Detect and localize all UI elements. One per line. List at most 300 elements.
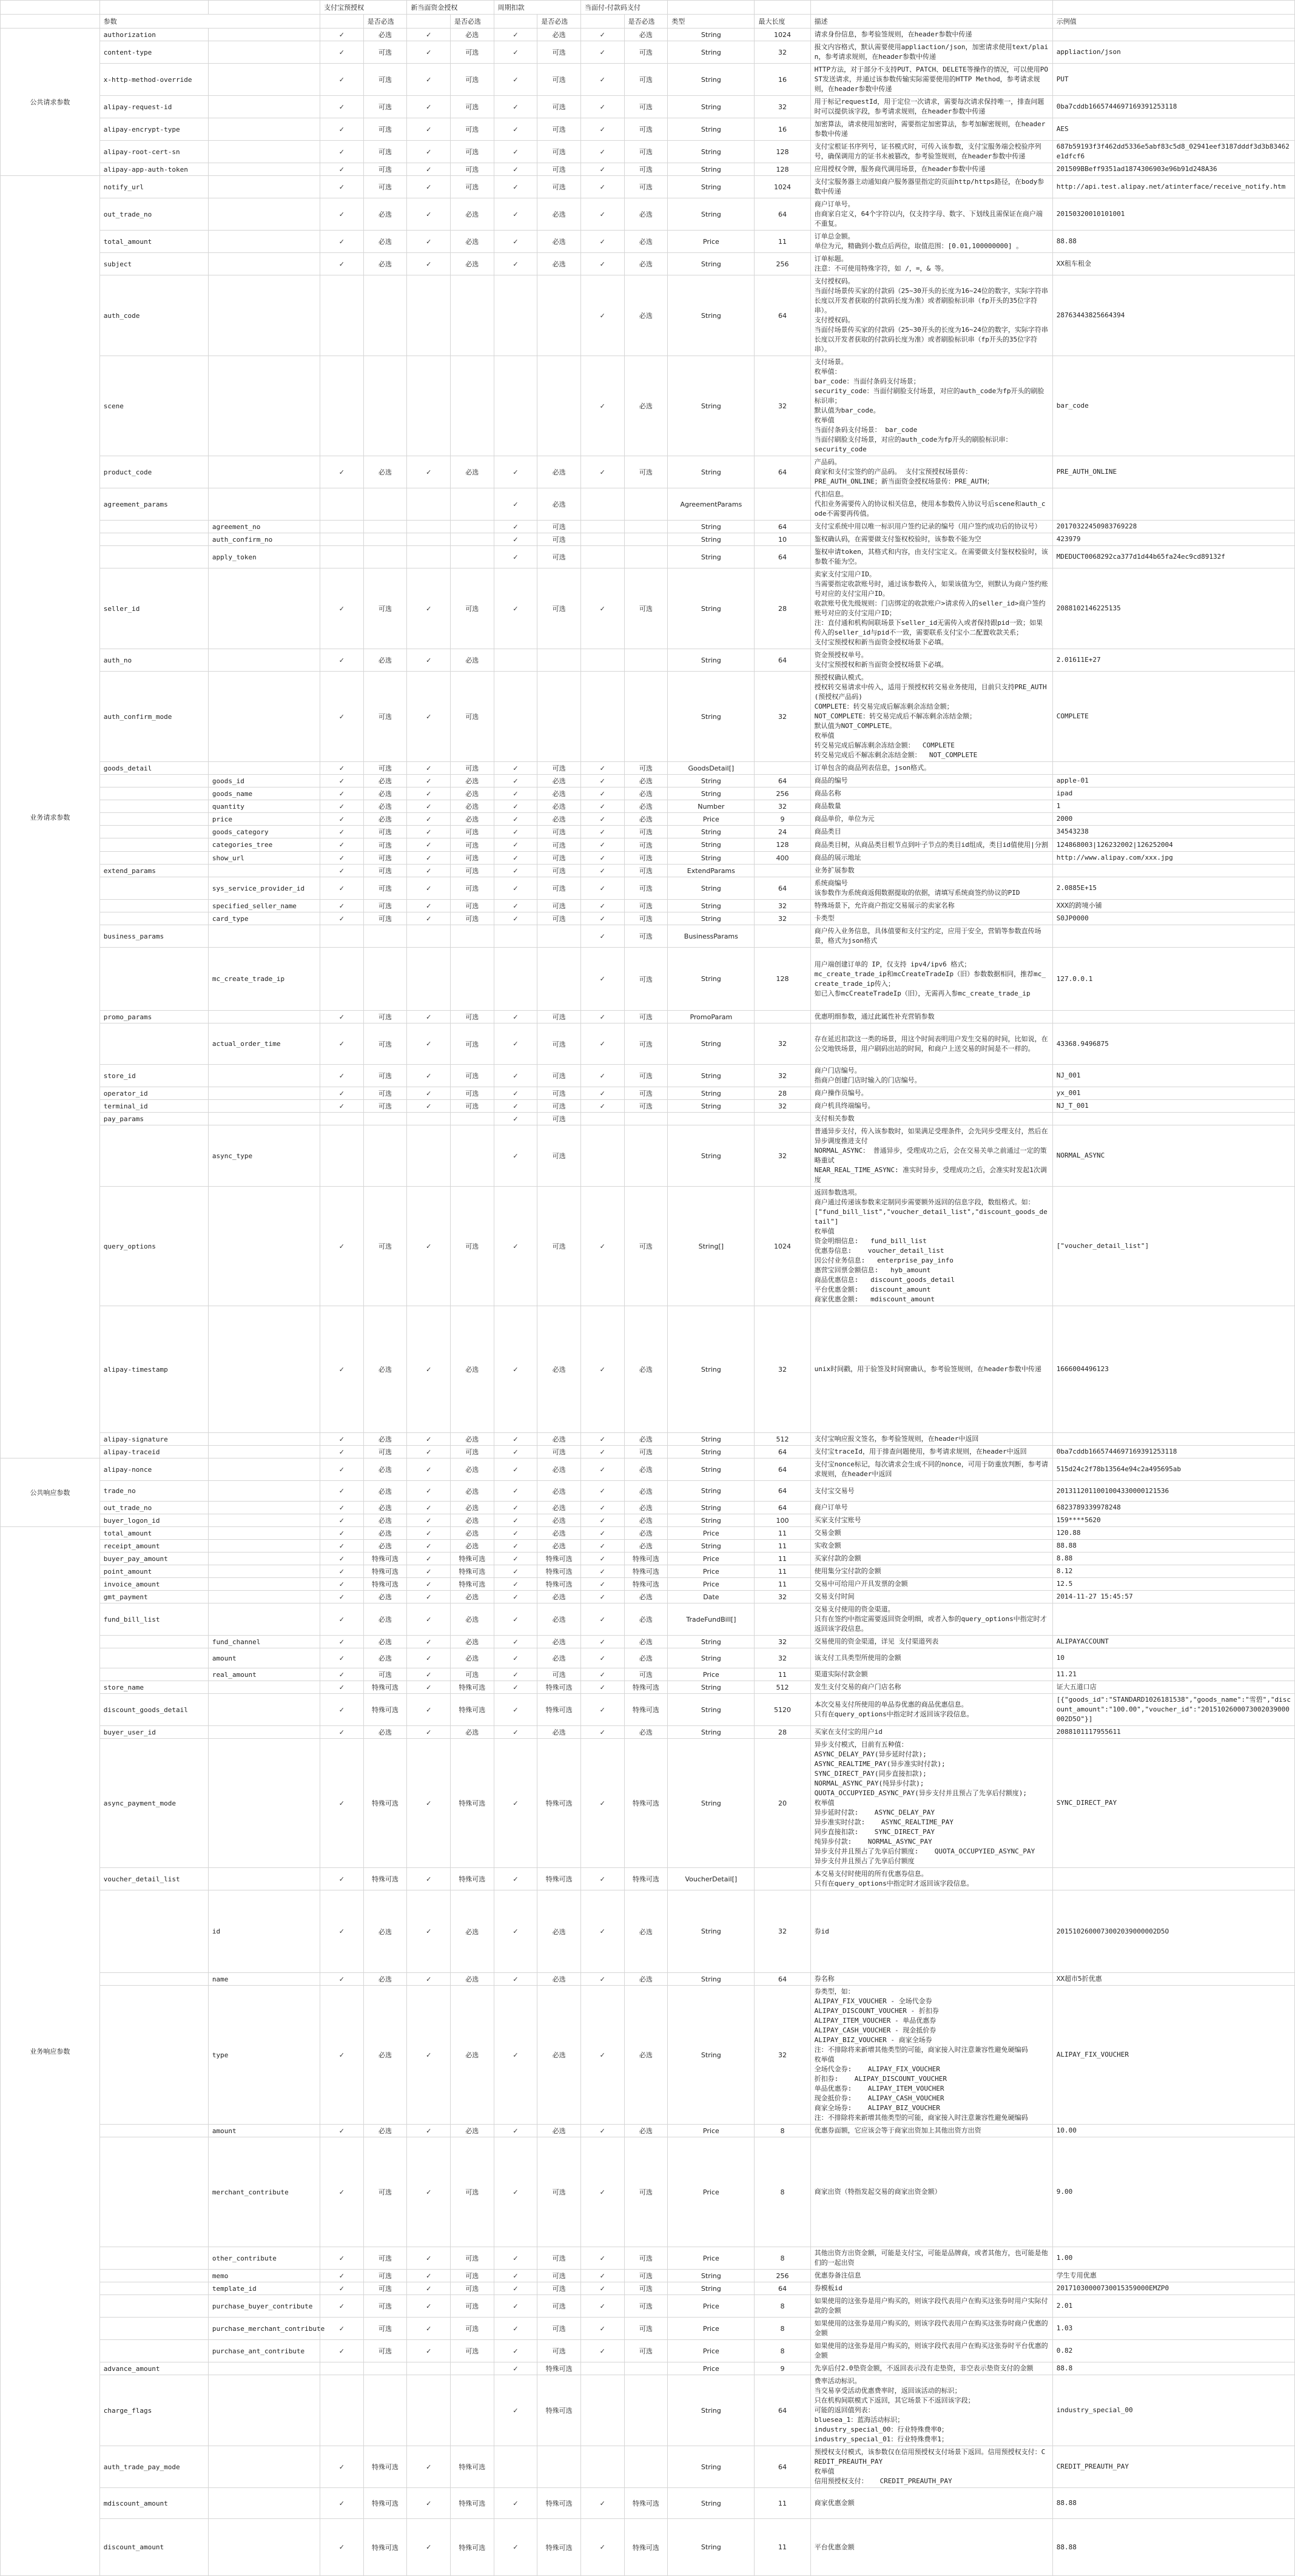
required-flag: [624, 672, 668, 762]
required-flag: 可选: [624, 762, 668, 775]
required-flag: 可选: [451, 1100, 494, 1113]
required-flag: [363, 488, 407, 521]
table-row: [1, 1125, 1295, 1187]
check-mark: ✓: [580, 1481, 624, 1502]
check-mark: [580, 2362, 624, 2375]
check-mark: [320, 533, 364, 546]
sub-param-name: [208, 488, 320, 521]
sub-param-name: [208, 1739, 320, 1868]
check-mark: ✓: [494, 568, 537, 649]
type-cell: Date: [668, 1591, 755, 1603]
example-cell: 10: [1052, 1648, 1294, 1668]
type-cell: String: [668, 2519, 755, 2576]
required-flag: 可选: [624, 64, 668, 96]
description-cell: 买家在支付宝的用户id: [810, 1726, 1052, 1739]
example-cell: 20150320010101001: [1052, 198, 1294, 231]
param-name: advance_amount: [99, 2362, 208, 2375]
required-flag: 特殊可选: [537, 1739, 581, 1868]
example-cell: [1052, 1868, 1294, 1890]
required-flag: 必选: [537, 1986, 581, 2125]
type-cell: [668, 1113, 755, 1125]
description-cell: 业务扩展参数: [810, 865, 1052, 877]
check-mark: ✓: [320, 1973, 364, 1986]
check-mark: [580, 2446, 624, 2488]
required-flag: 必选: [624, 813, 668, 826]
sub-param-name: [208, 1527, 320, 1540]
table-row: [1, 877, 1295, 900]
required-flag: 可选: [363, 672, 407, 762]
description-cell: 商户传入业务信息，具体值要和支付宝约定，应用于安全，营销等参数直传场景，格式为json格式: [810, 925, 1052, 948]
check-mark: ✓: [580, 948, 624, 1011]
check-mark: [580, 533, 624, 546]
required-flag: 特殊可选: [363, 1868, 407, 1890]
description-cell: 商品的展示地址: [810, 852, 1052, 865]
group-label: 公共请求参数: [1, 29, 100, 176]
table-row: [1, 925, 1295, 948]
required-flag: 可选: [451, 877, 494, 900]
sub-param-name: [208, 925, 320, 948]
description-cell: 本次交易支付所使用的单品券优惠的商品优惠信息。 只有在query_options中指定时才返回该字段信息。: [810, 1694, 1052, 1726]
sub-param-name: [208, 1187, 320, 1306]
check-mark: ✓: [494, 456, 537, 488]
check-mark: ✓: [407, 1540, 451, 1553]
required-flag: 可选: [624, 1011, 668, 1023]
check-mark: ✓: [407, 1514, 451, 1527]
table-row: [1, 1433, 1295, 1446]
type-cell: PromoParam: [668, 1011, 755, 1023]
required-flag: 可选: [624, 2137, 668, 2247]
table-row: [1, 1187, 1295, 1306]
table-row: [1, 41, 1295, 64]
table-row: [1, 231, 1295, 253]
check-mark: ✓: [494, 2375, 537, 2446]
param-name: alipay-timestamp: [99, 1306, 208, 1433]
check-mark: ✓: [494, 1113, 537, 1125]
param-name: [99, 1648, 208, 1668]
table-row: [1, 1565, 1295, 1578]
param-name: subject: [99, 253, 208, 275]
maxlen-cell: 10: [755, 533, 810, 546]
check-mark: ✓: [580, 1433, 624, 1446]
param-name: alipay-encrypt-type: [99, 118, 208, 141]
description-cell: 鉴权申请token，其格式和内容，由支付宝定义。在需要做支付鉴权校验时，该参数不能为空。: [810, 546, 1052, 568]
check-mark: ✓: [320, 2270, 364, 2282]
param-name: [99, 800, 208, 813]
required-flag: 必选: [451, 787, 494, 800]
table-row: [1, 2282, 1295, 2295]
description-cell: 先享后付2.0垫资金额，不返回表示没有走垫资，非空表示垫资支付的金额: [810, 2362, 1052, 2375]
check-mark: ✓: [494, 29, 537, 41]
maxlen-cell: 32: [755, 1636, 810, 1648]
example-cell: apple-01: [1052, 775, 1294, 787]
example-cell: PUT: [1052, 64, 1294, 96]
description-cell: 订单包含的商品列表信息，json格式。: [810, 762, 1052, 775]
required-flag: [363, 1113, 407, 1125]
required-flag: 必选: [451, 1603, 494, 1636]
example-cell: 0.82: [1052, 2340, 1294, 2362]
required-flag: 特殊可选: [537, 2519, 581, 2576]
param-name: alipay-root-cert-sn: [99, 141, 208, 163]
table-row: [1, 141, 1295, 163]
description-cell: 订单标题。 注意：不可使用特殊字符，如 /，=，& 等。: [810, 253, 1052, 275]
table-row: [1, 1868, 1295, 1890]
required-flag: [451, 948, 494, 1011]
check-mark: ✓: [580, 865, 624, 877]
description-cell: 商户订单号。 由商家自定义，64个字符以内，仅支持字母、数字、下划线且需保证在商户端不重复。: [810, 198, 1052, 231]
header-cell: [1, 15, 100, 29]
check-mark: ✓: [407, 1591, 451, 1603]
table-row: [1, 2519, 1295, 2576]
required-flag: 必选: [363, 1726, 407, 1739]
check-mark: ✓: [580, 163, 624, 176]
required-flag: 可选: [451, 1446, 494, 1458]
maxlen-cell: 32: [755, 900, 810, 912]
type-cell: Price: [668, 2137, 755, 2247]
check-mark: ✓: [407, 1481, 451, 1502]
sub-param-name: [208, 41, 320, 64]
sub-param-name: price: [208, 813, 320, 826]
check-mark: ✓: [494, 1433, 537, 1446]
required-flag: 必选: [451, 1481, 494, 1502]
required-flag: 可选: [624, 41, 668, 64]
required-flag: 可选: [537, 1100, 581, 1113]
table-row: [1, 1603, 1295, 1636]
header-face-fund-auth: 新当面资金授权: [407, 1, 494, 15]
check-mark: ✓: [320, 41, 364, 64]
check-mark: ✓: [494, 1540, 537, 1553]
required-flag: 可选: [363, 762, 407, 775]
required-flag: 必选: [537, 1540, 581, 1553]
table-row: [1, 852, 1295, 865]
required-flag: 可选: [537, 2295, 581, 2318]
example-cell: NORMAL_ASYNC: [1052, 1125, 1294, 1187]
maxlen-cell: 64: [755, 2282, 810, 2295]
description-cell: 商家出资（特指发起交易的商家出资金额）: [810, 2137, 1052, 2247]
required-flag: 可选: [537, 1113, 581, 1125]
check-mark: ✓: [407, 141, 451, 163]
example-cell: 12.5: [1052, 1578, 1294, 1591]
description-cell: 券名称: [810, 1973, 1052, 1986]
sub-param-name: agreement_no: [208, 521, 320, 533]
header-required-c: 是否必选: [537, 15, 581, 29]
required-flag: 必选: [451, 198, 494, 231]
check-mark: ✓: [407, 1986, 451, 2125]
table-row: [1, 800, 1295, 813]
required-flag: 特殊可选: [624, 1739, 668, 1868]
required-flag: 必选: [537, 231, 581, 253]
description-cell: 存在延迟扣款这一类的场景，用这个时间表明用户发生交易的时间，比如说，在公交地铁场景，用户刷码出站的时间，和商户上送交易的时间是不一样的。: [810, 1023, 1052, 1065]
type-cell: GoodsDetail[]: [668, 762, 755, 775]
required-flag: [537, 356, 581, 456]
required-flag: 特殊可选: [363, 2519, 407, 2576]
param-name: product_code: [99, 456, 208, 488]
example-cell: 88.88: [1052, 2519, 1294, 2576]
header-cell: [494, 15, 537, 29]
description-cell: 支付授权码。 当面付场景传买家的付款码（25~30开头的长度为16~24位的数字，实际字符串长度以开发者获取的付款码长度为准）或者刷脸标识串（fp开头的35位字符串）。 支付授权码。 当面付场景传买家的付款码（25~30开头的长度为16~24位的数字，实际字符串长度以开发者获取的付款码长度为准）或者刷脸标识串（fp开头的35位字符串）。: [810, 275, 1052, 356]
required-flag: [537, 672, 581, 762]
sub-param-name: type: [208, 1986, 320, 2125]
table-row: [1, 1023, 1295, 1065]
check-mark: ✓: [320, 2519, 364, 2576]
maxlen-cell: 128: [755, 838, 810, 852]
check-mark: ✓: [494, 1603, 537, 1636]
check-mark: ✓: [494, 1668, 537, 1681]
maxlen-cell: [755, 762, 810, 775]
required-flag: 可选: [363, 2270, 407, 2282]
required-flag: 必选: [624, 800, 668, 813]
type-cell: String: [668, 118, 755, 141]
check-mark: ✓: [580, 1986, 624, 2125]
required-flag: 可选: [363, 64, 407, 96]
type-cell: String: [668, 2270, 755, 2282]
table-row: [1, 546, 1295, 568]
sub-param-name: name: [208, 1973, 320, 1986]
description-cell: 其他出资方出资金额，可能是支付宝，可能是品牌商，或者其他方，也可能是他们的一起出资: [810, 2247, 1052, 2270]
description-cell: 商品的编号: [810, 775, 1052, 787]
sub-param-name: sys_service_provider_id: [208, 877, 320, 900]
required-flag: 可选: [537, 568, 581, 649]
check-mark: ✓: [320, 1986, 364, 2125]
check-mark: ✓: [320, 1306, 364, 1433]
table-row: [1, 488, 1295, 521]
description-cell: 商品类目树，从商品类目根节点到叶子节点的类目id组成，类目id值使用|分割: [810, 838, 1052, 852]
maxlen-cell: 32: [755, 1890, 810, 1973]
maxlen-cell: 256: [755, 787, 810, 800]
check-mark: ✓: [407, 2282, 451, 2295]
maxlen-cell: 11: [755, 2488, 810, 2519]
description-cell: unix时间戳，用于验签及时间窗确认，参考验签规则，在header参数中传递: [810, 1306, 1052, 1433]
check-mark: ✓: [320, 1433, 364, 1446]
type-cell: String: [668, 163, 755, 176]
header-row-top: [1, 1, 1295, 15]
required-flag: 可选: [537, 1087, 581, 1100]
check-mark: ✓: [320, 877, 364, 900]
param-name: [99, 838, 208, 852]
type-cell: String: [668, 521, 755, 533]
sub-param-name: categories_tree: [208, 838, 320, 852]
param-name: terminal_id: [99, 1100, 208, 1113]
check-mark: ✓: [580, 2270, 624, 2282]
check-mark: [580, 649, 624, 672]
required-flag: 可选: [451, 2295, 494, 2318]
description-cell: 券模板id: [810, 2282, 1052, 2295]
required-flag: 必选: [451, 1502, 494, 1514]
required-flag: 必选: [363, 813, 407, 826]
required-flag: 特殊可选: [624, 2488, 668, 2519]
required-flag: 特殊可选: [451, 1565, 494, 1578]
check-mark: ✓: [580, 1578, 624, 1591]
required-flag: 必选: [537, 787, 581, 800]
maxlen-cell: 8: [755, 2125, 810, 2137]
sub-param-name: card_type: [208, 912, 320, 925]
type-cell: Number: [668, 800, 755, 813]
maxlen-cell: 64: [755, 1458, 810, 1481]
sub-param-name: [208, 198, 320, 231]
required-flag: 可选: [363, 865, 407, 877]
required-flag: 可选: [363, 41, 407, 64]
header-row-sub: [1, 15, 1295, 29]
example-cell: 2.01: [1052, 2295, 1294, 2318]
example-cell: 423979: [1052, 533, 1294, 546]
header-alipay-preauth: 支付宝预授权: [320, 1, 407, 15]
check-mark: ✓: [580, 852, 624, 865]
check-mark: ✓: [580, 2125, 624, 2137]
param-name: out_trade_no: [99, 198, 208, 231]
check-mark: ✓: [580, 1065, 624, 1087]
required-flag: 必选: [363, 198, 407, 231]
param-name: alipay-nonce: [99, 1458, 208, 1481]
param-name: total_amount: [99, 231, 208, 253]
maxlen-cell: 1024: [755, 1187, 810, 1306]
check-mark: ✓: [320, 1578, 364, 1591]
example-cell: 10.00: [1052, 2125, 1294, 2137]
check-mark: ✓: [320, 29, 364, 41]
check-mark: [580, 1113, 624, 1125]
header-cell: [668, 1, 755, 15]
check-mark: ✓: [494, 2318, 537, 2340]
required-flag: 可选: [624, 163, 668, 176]
required-flag: 可选: [537, 1065, 581, 1087]
param-name: scene: [99, 356, 208, 456]
check-mark: ✓: [494, 2247, 537, 2270]
description-cell: 订单总金额。 单位为元，精确到小数点后两位，取值范围：[0.01,100000000] 。: [810, 231, 1052, 253]
param-name: async_payment_mode: [99, 1739, 208, 1868]
type-cell: Price: [668, 2125, 755, 2137]
check-mark: ✓: [494, 546, 537, 568]
maxlen-cell: 20: [755, 1739, 810, 1868]
header-required-b: 是否必选: [451, 15, 494, 29]
table-row: [1, 176, 1295, 198]
required-flag: 必选: [537, 813, 581, 826]
check-mark: [494, 925, 537, 948]
sub-param-name: [208, 2519, 320, 2576]
check-mark: ✓: [320, 253, 364, 275]
table-row: [1, 649, 1295, 672]
type-cell: String: [668, 1433, 755, 1446]
example-cell: COMPLETE: [1052, 672, 1294, 762]
check-mark: ✓: [320, 2446, 364, 2488]
maxlen-cell: 16: [755, 64, 810, 96]
type-cell: String: [668, 456, 755, 488]
param-name: alipay-app-auth-token: [99, 163, 208, 176]
required-flag: 可选: [624, 1668, 668, 1681]
check-mark: ✓: [494, 813, 537, 826]
type-cell: String: [668, 787, 755, 800]
check-mark: ✓: [494, 2282, 537, 2295]
type-cell: String: [668, 1726, 755, 1739]
example-cell: 证大五道口店: [1052, 1681, 1294, 1694]
sub-param-name: [208, 456, 320, 488]
required-flag: [451, 275, 494, 356]
header-cell: [810, 1, 1052, 15]
param-name: [99, 900, 208, 912]
check-mark: ✓: [407, 2340, 451, 2362]
param-name: [99, 1125, 208, 1187]
required-flag: 可选: [451, 1187, 494, 1306]
required-flag: 可选: [624, 456, 668, 488]
maxlen-cell: 32: [755, 800, 810, 813]
required-flag: 特殊可选: [624, 1565, 668, 1578]
table-row: [1, 2340, 1295, 2362]
param-name: [99, 546, 208, 568]
sub-param-name: [208, 1481, 320, 1502]
maxlen-cell: 8: [755, 2247, 810, 2270]
example-cell: 201509BBeff9351ad1874306903e96b91d248A36: [1052, 163, 1294, 176]
check-mark: ✓: [407, 568, 451, 649]
required-flag: 必选: [363, 456, 407, 488]
type-cell: String: [668, 1306, 755, 1433]
maxlen-cell: [755, 1011, 810, 1023]
example-cell: 20170322450983769228: [1052, 521, 1294, 533]
maxlen-cell: 16: [755, 118, 810, 141]
required-flag: 可选: [624, 2295, 668, 2318]
required-flag: 可选: [537, 865, 581, 877]
table-row: [1, 2488, 1295, 2519]
maxlen-cell: 28: [755, 568, 810, 649]
check-mark: ✓: [407, 1973, 451, 1986]
check-mark: ✓: [494, 1726, 537, 1739]
check-mark: ✓: [320, 672, 364, 762]
maxlen-cell: 32: [755, 672, 810, 762]
check-mark: ✓: [407, 2247, 451, 2270]
required-flag: 特殊可选: [624, 1681, 668, 1694]
required-flag: 可选: [624, 1087, 668, 1100]
check-mark: ✓: [320, 231, 364, 253]
required-flag: 可选: [537, 1011, 581, 1023]
table-row: [1, 1890, 1295, 1973]
check-mark: ✓: [320, 1739, 364, 1868]
param-name: alipay-request-id: [99, 96, 208, 118]
maxlen-cell: 8: [755, 2318, 810, 2340]
description-cell: 支付宝服务器主动通知商户服务器里指定的页面http/https路径，在body参数中传递: [810, 176, 1052, 198]
description-cell: 券id: [810, 1890, 1052, 1973]
required-flag: 必选: [451, 1890, 494, 1973]
required-flag: 可选: [363, 2340, 407, 2362]
required-flag: 可选: [363, 1011, 407, 1023]
maxlen-cell: 32: [755, 1306, 810, 1433]
maxlen-cell: 64: [755, 1973, 810, 1986]
param-name: notify_url: [99, 176, 208, 198]
param-name: buyer_logon_id: [99, 1514, 208, 1527]
check-mark: ✓: [580, 1446, 624, 1458]
table-row: [1, 1986, 1295, 2125]
required-flag: 必选: [363, 1502, 407, 1514]
type-cell: VoucherDetail[]: [668, 1868, 755, 1890]
required-flag: 必选: [624, 1502, 668, 1514]
check-mark: ✓: [494, 118, 537, 141]
required-flag: [451, 488, 494, 521]
description-cell: 商品名称: [810, 787, 1052, 800]
check-mark: ✓: [580, 877, 624, 900]
table-row: [1, 1540, 1295, 1553]
sub-param-name: [208, 865, 320, 877]
maxlen-cell: 64: [755, 649, 810, 672]
sub-param-name: [208, 64, 320, 96]
required-flag: 可选: [363, 1100, 407, 1113]
check-mark: [407, 546, 451, 568]
check-mark: ✓: [580, 2282, 624, 2295]
maxlen-cell: [755, 925, 810, 948]
type-cell: String: [668, 1648, 755, 1668]
check-mark: ✓: [580, 231, 624, 253]
check-mark: [494, 2446, 537, 2488]
check-mark: ✓: [407, 1087, 451, 1100]
type-cell: Price: [668, 2247, 755, 2270]
check-mark: ✓: [580, 1502, 624, 1514]
param-name: discount_goods_detail: [99, 1694, 208, 1726]
check-mark: ✓: [407, 1603, 451, 1636]
required-flag: 必选: [451, 1433, 494, 1446]
